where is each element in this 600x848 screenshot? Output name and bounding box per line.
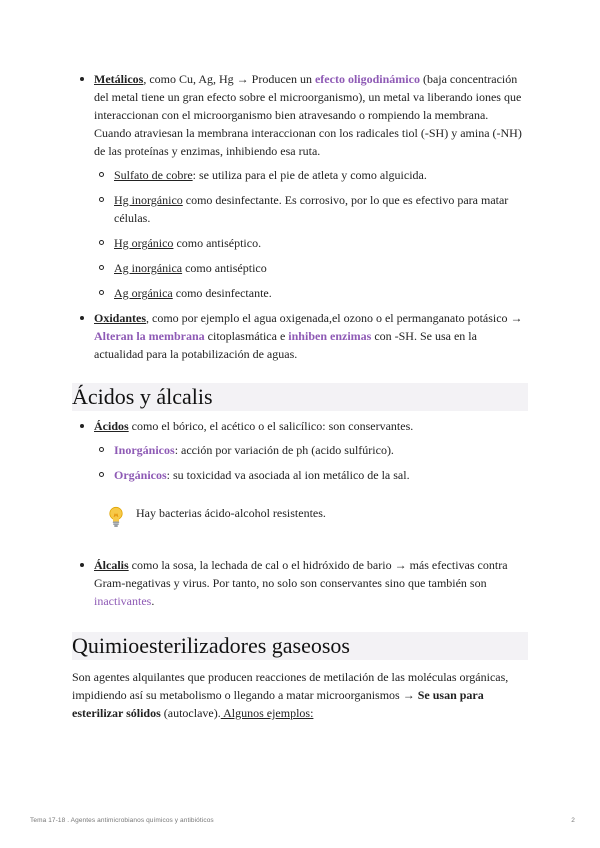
- bullet-list-metals-oxidants: [72, 70, 528, 363]
- bullet-list-acidos: [72, 417, 528, 484]
- underlined-algunos-ejemplos: Algunos ejemplos:: [220, 706, 314, 720]
- list-item-metalicos: Metálicos, como Cu, Ag, Hg → Producen un efecto oligodinámico (baja concentración del metal tiene un gran efecto sobre el microorganismo), un metal va liberando iones que interaccionan con el microorganismo bien atravesando o rompiendo la membrana. Cuando atraviesan la membrana interaccionan con los radicales tiol (-SH) y amina (-NH) de las proteínas y enzimas, inhibiendo esa ruta. Sulfato de cobre: se utiliza para el pie de atleta y como alguicida. Hg inorgánico como desinfectante. Es corrosivo, por lo que es efectivo para matar células. Hg orgánico como antiséptico. Ag inorgánica como antiséptico Ag orgánica como desinfectante.: [72, 70, 528, 302]
- sublist-metalicos: [94, 166, 528, 302]
- bullet-list-alcalis: [72, 556, 528, 610]
- bold-esterilizar-solidos: Se usan para esterilizar sólidos: [72, 688, 484, 720]
- footer-text: Tema 17-18 . Agentes antimicrobianos químicos y antibióticos: [30, 817, 214, 824]
- page-footer: [30, 812, 575, 830]
- term-oxidantes: Oxidantes: [94, 311, 147, 325]
- page-number: 2: [571, 817, 575, 824]
- paragraph-quimioesterilizadores: Son agentes alquilantes que producen reacciones de metilación de las moléculas orgánicas, impidiendo así su metabolismo o llegando a matar microorganismos → Se usan para esterilizar sólidos (autoclave). Algunos ejemplos:: [72, 670, 509, 720]
- list-item: Hg inorgánico como desinfectante. Es corrosivo, por lo que es efectivo para matar células.: [94, 191, 528, 227]
- section-heading-quimioesterilizadores: Quimioesterilizadores gaseosos: [72, 632, 528, 660]
- callout-note: [72, 504, 528, 544]
- highlight-alteran-membrana: Alteran la membrana: [94, 329, 205, 343]
- list-item: Inorgánicos: acción por variación de ph (acido sulfúrico).: [94, 441, 528, 459]
- list-item: Sulfato de cobre: se utiliza para el pie de atleta y como alguicida.: [94, 166, 528, 184]
- list-item-oxidantes: Oxidantes, como por ejemplo el agua oxigenada,el ozono o el permanganato potásico → Alteran la membrana citoplasmática e inhiben enzimas con -SH. Se usa en la actualidad para la potabilización de aguas.: [72, 309, 528, 363]
- term-metalicos: Metálicos: [94, 72, 144, 86]
- page-content: [72, 70, 528, 722]
- highlight-efecto-oligodinamico: efecto oligodinámico: [314, 72, 420, 86]
- callout-text: Hay bacterias ácido-alcohol resistentes.: [136, 506, 326, 520]
- highlight-inhiben-enzimas: inhiben enzimas: [288, 329, 372, 343]
- term-alcalis: Álcalis: [94, 558, 129, 572]
- list-item-acidos: Ácidos como el bórico, el acético o el salicílico: son conservantes. Inorgánicos: acción por variación de ph (acido sulfúrico). Orgánicos: su toxicidad va asociada al ion metálico de la sal.: [72, 417, 528, 484]
- highlight-inactivantes: inactivantes: [94, 594, 152, 608]
- lightbulb-icon: [108, 506, 124, 528]
- list-item: Ag orgánica como desinfectante.: [94, 284, 528, 302]
- list-item-alcalis: Álcalis como la sosa, la lechada de cal o el hidróxido de bario → más efectivas contra Gram-negativas y virus. Por tanto, no solo son conservantes sino que también son inactivantes.: [72, 556, 528, 610]
- section-heading-acidos-alcalis: Ácidos y álcalis: [72, 383, 528, 411]
- term-acidos: Ácidos: [94, 419, 129, 433]
- list-item: Hg orgánico como antiséptico.: [94, 234, 528, 252]
- list-item: Ag inorgánica como antiséptico: [94, 259, 528, 277]
- list-item: Orgánicos: su toxicidad va asociada al ion metálico de la sal.: [94, 466, 528, 484]
- sublist-acidos: [94, 441, 528, 484]
